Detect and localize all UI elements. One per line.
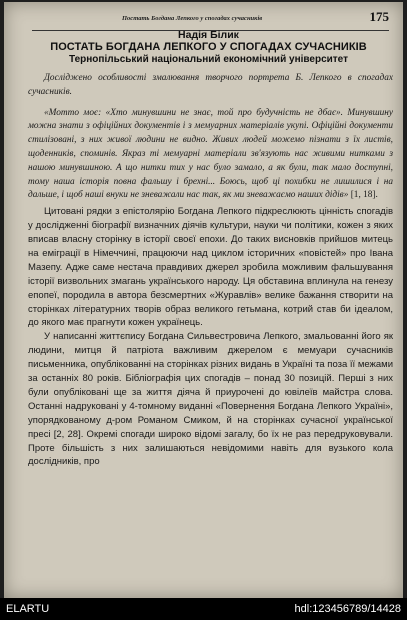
paragraph-1: Цитовані рядки з епістолярію Богдана Лепкого підкреслюють цінність спогадів у дослідженні біографії визначних діячів культури, науки чи політики, кожен з яких вписав власну сторінку в історії своєї епохи. До таких висновків прийшов митець на еміграції в Німеччині, працюючи над циклом історичних «повістей» про Івана Мазепу. Адже саме нестача правдивих джерел зробила можливим фальшування історії визвольних змагань українського народу. Ця обставина вплинула на генезу епопеї, породила в автора безсмертних «Журавлів» велике бажання створити на сторінках літературних творів образ великого гетьмана, котрий став би ідеалом, до якого має прагнути кожен українець. [28,206,393,329]
epigraph-text: «Мотто моє: «Хто минувшини не знає, той про будучність не дбає». Минувшину можна знати з офіційних документів і з мемуарних матеріалів укупі. Офіційні документи стилізовані, з них живої людини не видно. Живих людей можемо пізнати з їх листів, щоденників, споминів. Якраз ті мемуарні матеріали зв'язують нас живими нитками з нашою минувшиною. А що нитки тих у нас було замало, а як були, так мало доступні, тому наша історія повна фальшу і брехні... Боюсь, щоб ці похибки не лишилися і на дальше, і щоб наші внуки не зневажали нас так, як ми зневажаємо наших дідів» [28,107,393,201]
author-affiliation: Тернопільський національний економічний університет [68,54,349,65]
article-author: Надія Білик [178,29,239,41]
running-header [32,10,389,31]
paragraph-2: У написанні життєпису Богдана Сильвестровича Лепкого, змальованні його як людини, митця й патріота важливим джерелом є мемуари сучасників письменника, опублікованні на сторінках різних видань в Україні та поза її межами за останніх 80 років. Бібліографія цих спогадів – понад 30 позицій. Перші з них були опубліковані ще за життя діяча й приурочені до ювілеїв майстра слова. Останні надруковані у 4-томному виданні «Повернення Богдана Лепкого Україні», упорядкованому д-ром Романом Смиком, й на сторінках сучасної української пресі [2, 28]. Окремі спогади широко відомі загалу, бо їх не раз передруковували. Проте більшість з них залишаються невідомими навіть для вузького кола дослідників, про [28,331,394,468]
epigraph-reference: [1, 18]. [348,190,378,201]
article-body [28,72,393,469]
epigraph-quote [28,107,393,204]
handle-identifier: hdl:123456789/14428 [294,603,401,615]
repository-name: ELARTU [6,603,50,615]
book-page [4,2,403,598]
article-title: ПОСТАТЬ БОГДАНА ЛЕПКОГО У СПОГАДАХ СУЧАСНИКІВ [50,41,367,53]
article-abstract: Досліджено особливості змалювання творчого портрета Б. Лепкого в спогадах сучасників. [28,73,393,97]
viewer-footer-bar [0,598,407,620]
page-number: 175 [369,9,389,24]
running-title: Постать Богдана Лепкого у спогадах сучасників [122,15,263,22]
